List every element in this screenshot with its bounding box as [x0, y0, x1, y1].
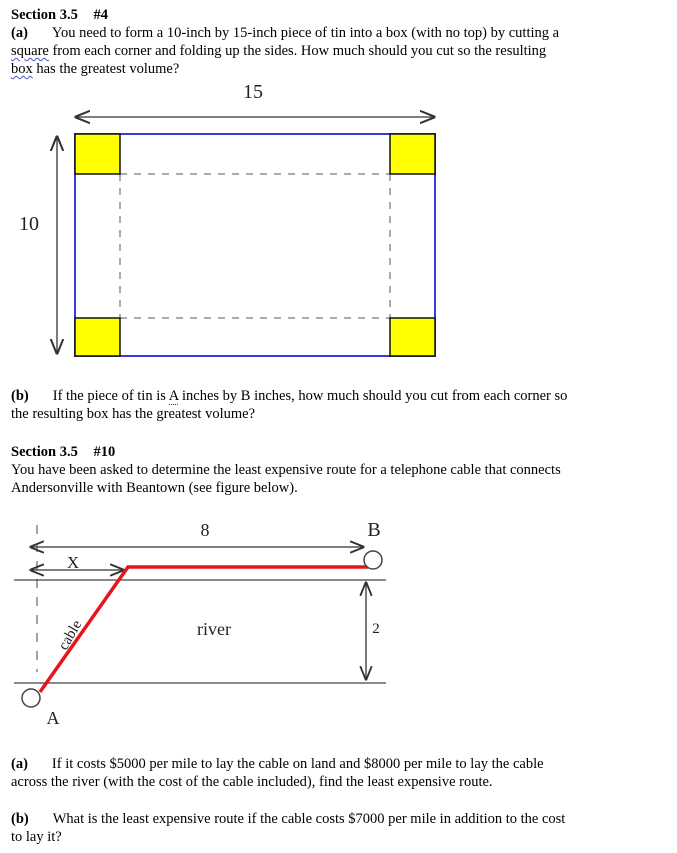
problem-number: #4 [93, 7, 108, 23]
river-width-label: 2 [372, 621, 380, 637]
part-b-text: If the piece of tin is [52, 388, 169, 404]
corner-square-top-left [75, 134, 120, 174]
corner-square-bottom-right [390, 318, 435, 356]
height-dimension-label: 10 [19, 213, 39, 235]
problem-10-part-a-line-2: across the river (with the cost of the cable included), find the least expensive route. [11, 774, 493, 790]
corner-squares [75, 134, 435, 356]
part-a-text: If it costs $5000 per mile to lay the cable on land and $8000 per mile to lay the cable [51, 756, 544, 772]
problem-10-part-b-line-1 [11, 810, 565, 828]
point-a-label: A [46, 708, 60, 728]
part-a-text: from each corner and folding up the sides. How much should you cut so the resulting [48, 43, 547, 59]
part-b-text: What is the least expensive route if the cable costs $7000 per mile in addition to the cost [52, 811, 566, 827]
x-label: X [66, 553, 80, 572]
spellcheck-word-box: box [11, 61, 33, 77]
part-a-label: (a) [11, 756, 28, 772]
river-label: river [197, 619, 231, 639]
section-label: Section 3.5 [11, 7, 78, 23]
problem-10-intro-line-1: You have been asked to determine the least expensive route for a telephone cable that connects [11, 462, 561, 478]
dotted-word-a: A [168, 388, 179, 404]
problem-10-part-b-line-2: to lay it? [11, 829, 62, 845]
part-b-label: (b) [11, 811, 29, 827]
spellcheck-word-square: square [11, 43, 49, 59]
part-b-label: (b) [11, 388, 29, 404]
corner-square-bottom-left [75, 318, 120, 356]
problem-4-part-a-line-1 [11, 24, 559, 42]
river-cable-diagram [0, 510, 400, 735]
tin-sheet-outline [75, 134, 435, 356]
part-a-text: has the greatest volume? [32, 61, 180, 77]
problem-4-heading [11, 6, 108, 24]
part-b-text: inches by B inches, how much should you cut from each corner so [178, 388, 568, 404]
tin-box-diagram [0, 76, 460, 366]
problem-4-part-b-line-2: the resulting box has the greatest volume? [11, 406, 256, 422]
width-dimension-label: 15 [243, 81, 263, 103]
problem-10-intro-line-2: Andersonville with Beantown (see figure below). [11, 480, 298, 496]
problem-10-heading [11, 443, 115, 461]
problem-number: #10 [93, 444, 116, 460]
fold-lines [120, 174, 390, 318]
problem-10-part-a-line-1 [11, 755, 544, 773]
point-a-marker [22, 689, 40, 707]
cable-label: cable [55, 617, 86, 653]
part-a-text: You need to form a 10-inch by 15-inch piece of tin into a box (with no top) by cutting a [51, 25, 560, 41]
distance-label: 8 [200, 520, 210, 540]
problem-4-part-a-line-2 [11, 42, 546, 60]
point-b-label: B [367, 519, 381, 541]
section-label: Section 3.5 [11, 444, 78, 460]
part-a-label: (a) [11, 25, 28, 41]
corner-square-top-right [390, 134, 435, 174]
point-b-marker [364, 551, 382, 569]
problem-4-part-b-line-1 [11, 387, 567, 405]
